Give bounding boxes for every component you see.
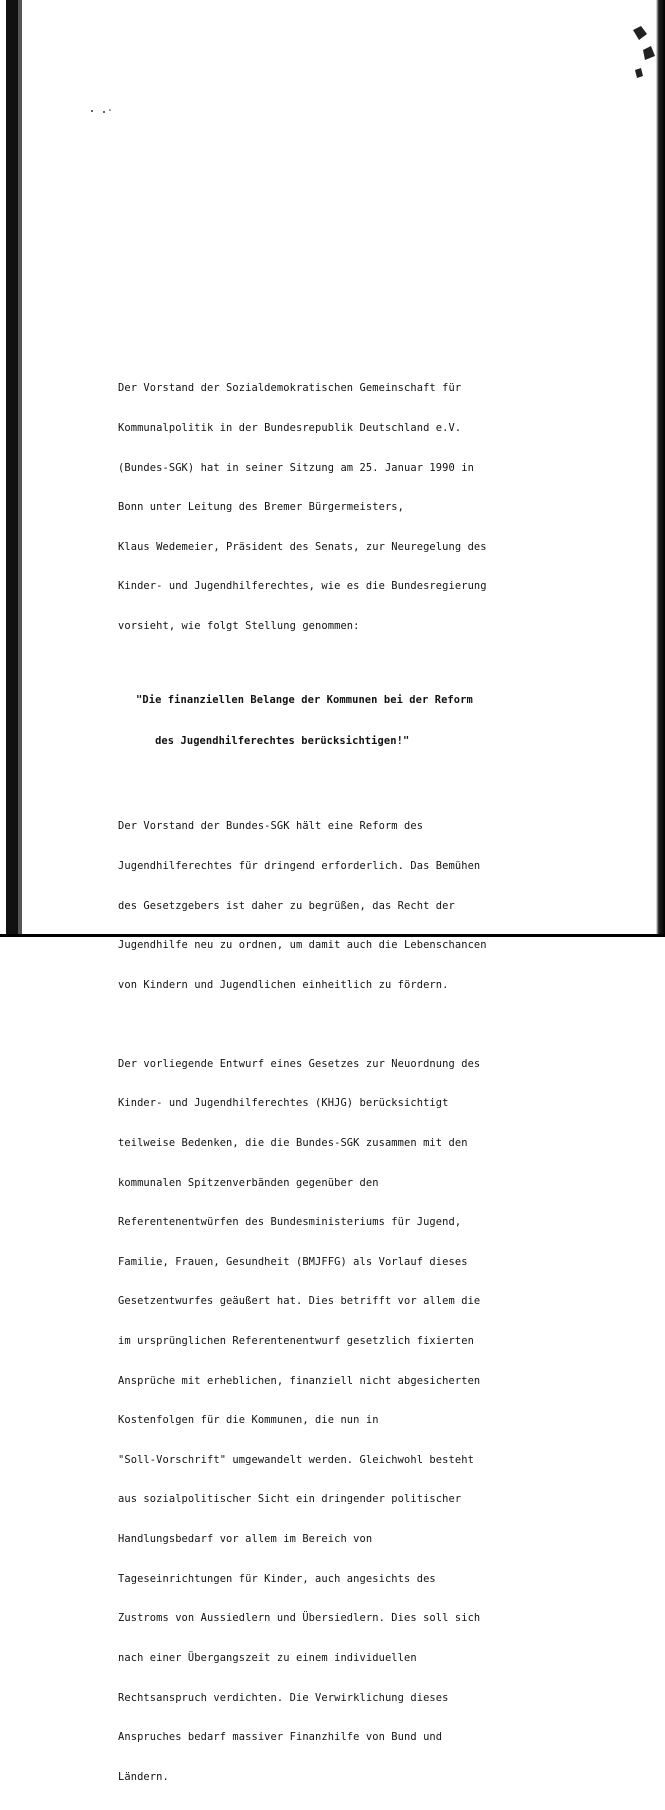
text-line: Handlungsbedarf vor allem im Bereich von [118, 1533, 373, 1546]
text-line: teilweise Bedenken, die die Bundes-SGK zusammen mit den [118, 1137, 468, 1149]
scan-right-border [651, 0, 665, 937]
draft-law-paragraph [118, 1031, 558, 1810]
text-line: Anspruches bedarf massiver Finanzhilfe von Bund und [118, 1731, 443, 1744]
document-body [118, 356, 558, 1810]
reform-paragraph [118, 794, 558, 1018]
text-line: Rechtsanspruch verdichten. Die Verwirklichung dieses [118, 1691, 449, 1704]
text-line: nach einer Übergangszeit zu einem individuellen [118, 1651, 417, 1664]
text-line: kommunalen Spitzenverbänden gegenüber den [118, 1176, 379, 1189]
scan-left-shadow [18, 0, 22, 937]
headline-line: des Jugendhilferechtes berücksichtigen!" [136, 734, 410, 747]
text-line: Kostenfolgen für die Kommunen, die nun in [118, 1414, 379, 1427]
text-line: Jugendhilferechtes für dringend erforderlich. Das Bemühen [118, 859, 481, 872]
text-line: Der Vorstand der Bundes-SGK hält eine Reform des [118, 820, 424, 833]
text-line: Ländern. [118, 1770, 169, 1783]
text-line: im ursprünglichen Referentenentwurf gesetzlich fixierten [118, 1335, 474, 1348]
headline-line: "Die finanziellen Belange der Kommunen bei der Reform [136, 694, 473, 707]
scan-specks [88, 106, 128, 116]
text-line: Kommunalpolitik in der Bundesrepublik Deutschland e.V. [118, 422, 462, 435]
text-line: Tageseinrichtungen für Kinder, auch angesichts des [118, 1572, 436, 1585]
text-line: Referentenentwürfen des Bundesministeriums für Jugend, [118, 1216, 462, 1229]
text-line: Kinder- und Jugendhilferechtes (KHJG) berücksichtigt [118, 1097, 449, 1110]
scan-left-border [6, 0, 18, 937]
text-line: vorsieht, wie folgt Stellung genommen: [118, 620, 360, 633]
text-line: Kinder- und Jugendhilferechtes, wie es die Bundesregierung [118, 580, 487, 593]
text-line: Gesetzentwurfes geäußert hat. Dies betrifft vor allem die [118, 1295, 481, 1308]
text-line: von Kindern und Jugendlichen einheitlich zu fördern. [118, 978, 449, 991]
text-line: Jugendhilfe neu zu ordnen, um damit auch die Lebenschancen [118, 939, 487, 952]
text-line: Der vorliegende Entwurf eines Gesetzes zur Neuordnung des [118, 1057, 481, 1070]
text-line: Der Vorstand der Sozialdemokratischen Gemeinschaft für [118, 382, 462, 395]
scan-noise-mark [629, 20, 659, 100]
intro-paragraph [118, 356, 558, 660]
text-line: Bonn unter Leitung des Bremer Bürgermeisters, [118, 501, 405, 514]
text-line: des Gesetzgebers ist daher zu begrüßen, das Recht der [118, 899, 455, 912]
text-line: (Bundes-SGK) hat in seiner Sitzung am 25. Januar 1990 in [118, 461, 474, 474]
text-line: aus sozialpolitischer Sicht ein dringender politischer [118, 1493, 462, 1506]
text-line: Familie, Frauen, Gesundheit (BMJFFG) als Vorlauf dieses [118, 1255, 468, 1268]
text-line: "Soll-Vorschrift" umgewandelt werden. Gleichwohl besteht [118, 1453, 474, 1466]
text-line: Klaus Wedemeier, Präsident des Senats, zur Neuregelung des [118, 540, 487, 553]
text-line: Zustroms von Aussiedlern und Übersiedlern. Dies soll sich [118, 1612, 481, 1625]
text-line: Ansprüche mit erheblichen, finanziell nicht abgesicherten [118, 1374, 481, 1387]
headline-quote [118, 668, 558, 775]
